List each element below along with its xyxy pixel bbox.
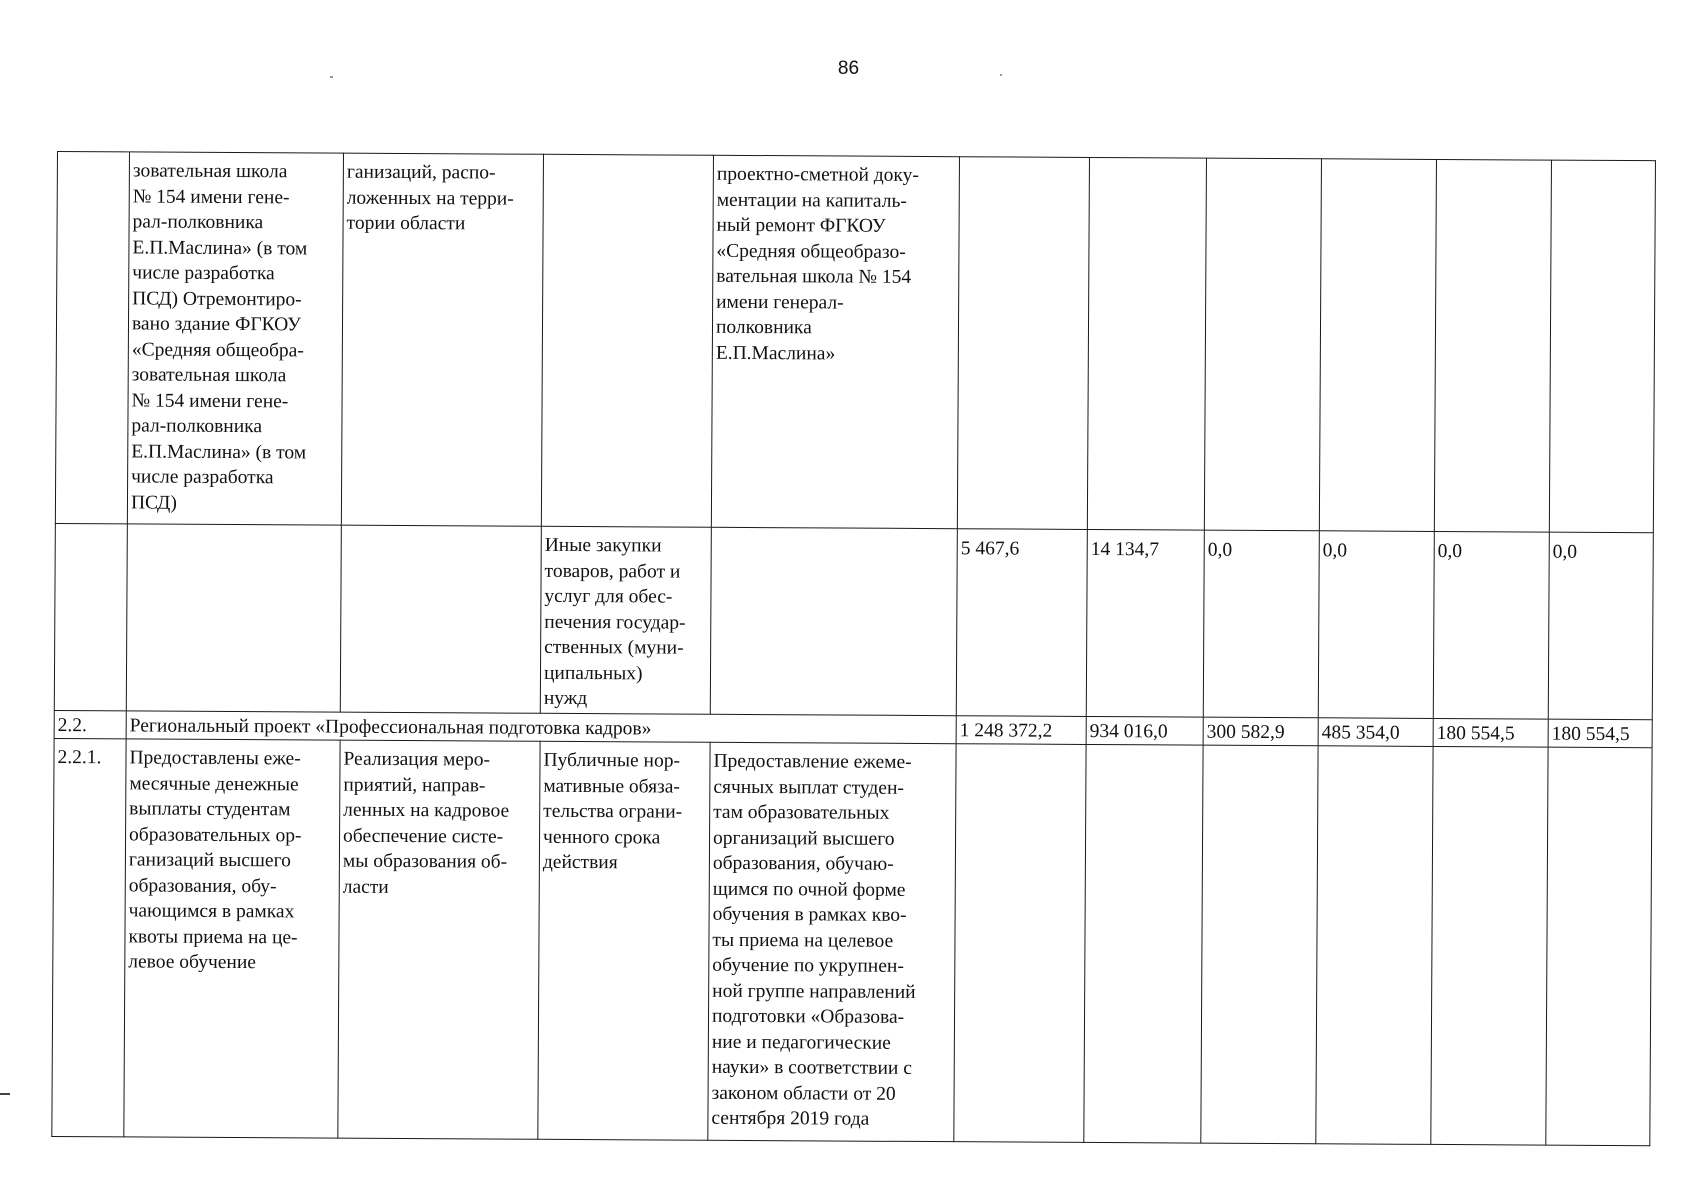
value-cell [1084, 744, 1203, 1143]
text-line: чающимся в рамках [128, 900, 295, 923]
text-line: обеспечение систе- [343, 825, 504, 848]
text-line: обучение по укрупнен- [712, 954, 904, 977]
text-line: квоты приема на це- [128, 925, 298, 948]
item-row [52, 738, 1652, 1145]
scan-speck [330, 76, 333, 78]
text-line: Е.П.Маслина» [715, 342, 836, 364]
value-cell [954, 744, 1086, 1143]
text-line: обучения в рамках кво- [712, 903, 907, 926]
text-line: Предоставление ежеме- [713, 750, 912, 773]
result-cell [126, 524, 341, 712]
text-line: организаций высшего [712, 827, 895, 850]
text-line: Иные закупки [544, 534, 662, 557]
text-line: ментации на капиталь- [716, 189, 907, 212]
target-text [347, 160, 541, 238]
procurement-row [54, 523, 1653, 719]
expense-type-cell [541, 154, 713, 527]
text-line: образования, обучаю- [712, 852, 894, 875]
target-cell [338, 740, 540, 1139]
code-cell [55, 152, 129, 524]
text-line: Реализация меро- [343, 748, 491, 771]
value-cell [1204, 158, 1321, 531]
text-line: числе разработка [131, 466, 274, 489]
text-line: Предоставлены еже- [129, 747, 301, 770]
text-line: «Средняя общеобразо- [716, 240, 906, 263]
target-cell [340, 525, 541, 713]
project-code: 2.2. [54, 710, 126, 739]
text-line: проектно-сметной доку- [716, 163, 919, 186]
text-line: подготовки «Образова- [711, 1005, 905, 1028]
target-text [343, 747, 538, 901]
text-line: ПСД) Отремонтиро- [132, 287, 302, 310]
text-line: мы образования об- [342, 850, 508, 873]
value-cell [1319, 159, 1436, 532]
text-line: мативные обяза- [543, 775, 681, 798]
text-line: числе разработка [132, 262, 275, 285]
text-line: зовательная школа [131, 364, 287, 387]
value-cell: 5 467,6 [956, 529, 1087, 716]
text-line: ПСД) [130, 491, 177, 514]
continuation-row [55, 152, 1655, 533]
expense-type-cell [538, 741, 710, 1140]
text-line: ганизаций высшего [128, 849, 291, 872]
text-line: ты приема на целевое [712, 929, 894, 952]
text-line: тории области [346, 212, 466, 235]
project-title: Региональный проект «Профессиональная подготовка кадров» [126, 710, 956, 743]
text-line: щимся по очной форме [712, 878, 906, 901]
text-line: ципальных) [543, 662, 643, 684]
purpose-text [716, 162, 957, 367]
text-line: ченного срока [542, 826, 661, 848]
text-line: сентября 2019 года [711, 1107, 870, 1130]
text-line: вано здание ФГКОУ [131, 313, 302, 336]
text-line: услуг для обес- [544, 585, 673, 608]
text-line: Е.П.Маслина» (в том [131, 440, 307, 463]
text-line: рал-полковника [131, 415, 263, 438]
text-line: ганизаций, распо- [346, 161, 496, 184]
project-value: 180 554,5 [1433, 718, 1548, 747]
text-line: законом области от 20 [711, 1082, 896, 1105]
expense-type-cell [540, 526, 711, 713]
text-line: левое обучение [128, 951, 257, 974]
value-cell [1549, 160, 1655, 533]
value-cell [1201, 745, 1318, 1144]
project-value: 180 554,5 [1548, 719, 1652, 748]
margin-mark [0, 1093, 10, 1095]
item-code: 2.2.1. [52, 738, 126, 1136]
value-cell [1431, 746, 1548, 1145]
page-number: 86 [837, 58, 860, 79]
project-value: 485 354,0 [1318, 717, 1433, 746]
text-line: выплаты студентам [129, 798, 291, 821]
text-line: ственных (муни- [544, 636, 684, 659]
expense-type-text [543, 748, 708, 876]
text-line: месячные денежные [129, 772, 299, 795]
purpose-cell [710, 527, 957, 715]
text-line: тельства ограни- [543, 800, 683, 823]
text-line: полковника [715, 316, 812, 339]
text-line: действия [542, 851, 618, 874]
text-line: имени генерал- [716, 291, 844, 314]
scan-speck [1000, 74, 1002, 76]
result-text [131, 158, 341, 516]
purpose-text [711, 749, 953, 1133]
text-line: вательная школа № 154 [716, 265, 912, 288]
text-line: ленных на кадровое [343, 799, 510, 822]
text-line: приятий, направ- [343, 774, 486, 796]
value-cell: 0,0 [1548, 532, 1653, 719]
text-line: там образовательных [713, 801, 890, 824]
expense-type-text [544, 533, 709, 712]
value-cell [957, 157, 1089, 530]
text-line: товаров, работ и [544, 560, 681, 583]
text-line: ной группе направлений [712, 980, 916, 1003]
text-line: рал-полковника [132, 211, 264, 234]
value-cell: 0,0 [1318, 531, 1434, 718]
value-cell: 14 134,7 [1086, 529, 1204, 716]
text-line: печения государ- [544, 611, 686, 634]
target-cell [341, 153, 543, 526]
text-line: науки» в соответствии с [711, 1056, 912, 1079]
text-line: «Средняя общеобра- [131, 338, 304, 361]
code-cell [54, 523, 127, 710]
text-line: № 154 имени гене- [132, 185, 290, 208]
text-line: зовательная школа [132, 160, 288, 183]
text-line: ласти [342, 876, 389, 898]
budget-table [51, 151, 1656, 1146]
purpose-cell [708, 742, 956, 1141]
text-line: Публичные нор- [543, 749, 681, 772]
value-cell: 0,0 [1433, 531, 1549, 718]
value-cell [1434, 159, 1551, 532]
result-text [128, 745, 337, 976]
text-line: образования, обу- [128, 874, 277, 897]
value-cell [1546, 747, 1652, 1146]
text-line: нужд [543, 687, 588, 710]
project-value: 1 248 372,2 [956, 715, 1086, 744]
value-cell: 0,0 [1203, 530, 1319, 717]
text-line: образовательных ор- [129, 823, 302, 846]
text-line: Е.П.Маслина» (в том [132, 236, 308, 259]
text-line: ние и педагогические [711, 1031, 891, 1054]
project-value: 300 582,9 [1203, 717, 1318, 746]
text-line: ный ремонт ФГКОУ [716, 214, 886, 237]
text-line: сячных выплат студен- [713, 776, 904, 799]
project-value: 934 016,0 [1086, 716, 1203, 745]
text-line: ложенных на терри- [346, 187, 514, 210]
text-line: № 154 имени гене- [131, 389, 289, 412]
result-cell [127, 152, 343, 525]
value-cell [1087, 157, 1206, 530]
result-cell [124, 739, 340, 1138]
purpose-cell [711, 155, 959, 528]
budget-table-wrapper [51, 151, 1655, 1146]
value-cell [1316, 746, 1433, 1145]
